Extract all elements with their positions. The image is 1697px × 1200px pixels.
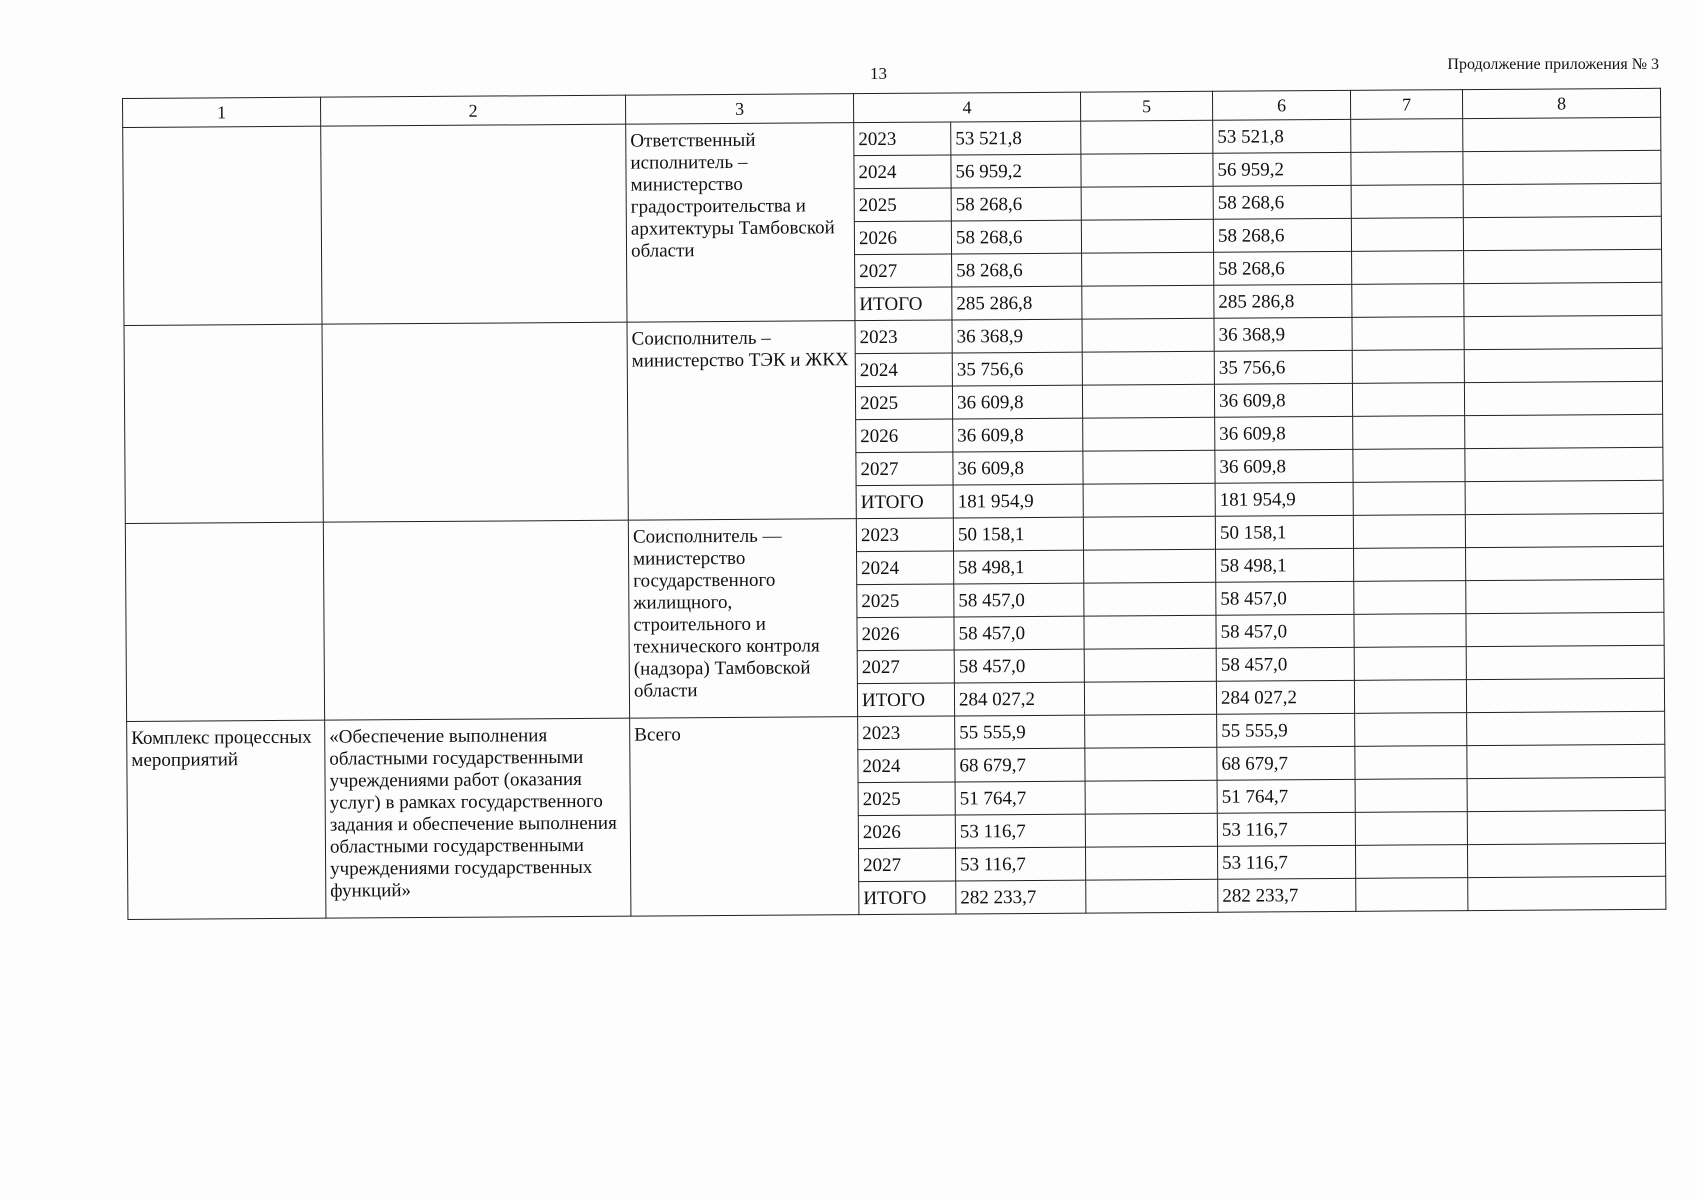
total-amount-cell: 36 609,8 <box>952 385 1082 419</box>
program-type-cell <box>123 126 322 325</box>
extrabudgetary-cell <box>1466 678 1664 712</box>
federal-budget-cell <box>1081 186 1213 220</box>
local-budget-cell <box>1352 284 1464 318</box>
local-budget-cell <box>1353 482 1465 516</box>
extrabudgetary-cell <box>1466 579 1664 613</box>
local-budget-cell <box>1355 812 1467 846</box>
year-cell: 2027 <box>856 452 953 486</box>
regional-budget-cell: 181 954,9 <box>1215 482 1353 516</box>
total-amount-cell: 53 116,7 <box>955 814 1085 848</box>
column-header-1: 1 <box>123 97 321 127</box>
total-amount-cell: 50 158,1 <box>953 517 1083 551</box>
year-cell: ИТОГО <box>856 485 953 519</box>
year-cell: 2023 <box>858 716 955 750</box>
extrabudgetary-cell <box>1463 183 1661 217</box>
total-amount-cell: 58 457,0 <box>954 616 1084 650</box>
local-budget-cell <box>1351 218 1463 252</box>
extrabudgetary-cell <box>1466 645 1664 679</box>
federal-budget-cell <box>1083 516 1215 550</box>
extrabudgetary-cell <box>1463 117 1661 151</box>
extrabudgetary-cell <box>1467 810 1665 844</box>
regional-budget-cell: 284 027,2 <box>1216 680 1354 714</box>
total-amount-cell: 51 764,7 <box>955 781 1085 815</box>
executor-cell: Соисполнитель – министерство ТЭК и ЖКХ <box>627 321 856 521</box>
local-budget-cell <box>1352 383 1464 417</box>
federal-budget-cell <box>1084 681 1216 715</box>
federal-budget-cell <box>1085 714 1217 748</box>
year-cell: 2026 <box>854 221 951 255</box>
local-budget-cell <box>1353 449 1465 483</box>
extrabudgetary-cell <box>1464 315 1662 349</box>
total-amount-cell: 56 959,2 <box>951 154 1081 188</box>
regional-budget-cell: 50 158,1 <box>1215 515 1353 549</box>
regional-budget-cell: 285 286,8 <box>1214 284 1352 318</box>
column-header-7: 7 <box>1350 90 1462 120</box>
regional-budget-cell: 53 521,8 <box>1213 119 1351 153</box>
federal-budget-cell <box>1084 615 1216 649</box>
local-budget-cell <box>1355 845 1467 879</box>
year-cell: 2024 <box>855 353 952 387</box>
extrabudgetary-cell <box>1465 513 1663 547</box>
regional-budget-cell: 58 457,0 <box>1216 581 1354 615</box>
regional-budget-cell: 58 268,6 <box>1213 185 1351 219</box>
year-cell: 2027 <box>857 650 954 684</box>
year-cell: 2025 <box>857 584 954 618</box>
regional-budget-cell: 68 679,7 <box>1217 746 1355 780</box>
year-cell: 2026 <box>857 617 954 651</box>
program-type-cell <box>125 522 324 721</box>
regional-budget-cell: 53 116,7 <box>1217 812 1355 846</box>
column-header-8: 8 <box>1462 88 1660 118</box>
total-amount-cell: 36 609,8 <box>953 418 1083 452</box>
regional-budget-cell: 35 756,6 <box>1214 350 1352 384</box>
year-cell: 2024 <box>857 551 954 585</box>
extrabudgetary-cell <box>1467 744 1665 778</box>
local-budget-cell <box>1351 119 1463 153</box>
column-header-6: 6 <box>1212 90 1350 120</box>
year-cell: 2027 <box>858 848 955 882</box>
local-budget-cell <box>1352 317 1464 351</box>
year-cell: ИТОГО <box>859 881 956 915</box>
program-name-cell <box>323 520 629 720</box>
total-amount-cell: 58 268,6 <box>952 253 1082 287</box>
extrabudgetary-cell <box>1465 447 1663 481</box>
regional-budget-cell: 55 555,9 <box>1217 713 1355 747</box>
year-cell: 2023 <box>854 122 951 156</box>
federal-budget-cell <box>1084 648 1216 682</box>
federal-budget-cell <box>1083 417 1215 451</box>
extrabudgetary-cell <box>1467 777 1665 811</box>
regional-budget-cell: 58 268,6 <box>1214 251 1352 285</box>
extrabudgetary-cell <box>1464 282 1662 316</box>
federal-budget-cell <box>1082 285 1214 319</box>
federal-budget-cell <box>1085 813 1217 847</box>
extrabudgetary-cell <box>1463 216 1661 250</box>
local-budget-cell <box>1353 515 1465 549</box>
regional-budget-cell: 53 116,7 <box>1217 845 1355 879</box>
year-cell: 2026 <box>858 815 955 849</box>
year-cell: 2024 <box>854 155 951 189</box>
local-budget-cell <box>1351 185 1463 219</box>
extrabudgetary-cell <box>1465 414 1663 448</box>
extrabudgetary-cell <box>1464 381 1662 415</box>
column-header-4: 4 <box>853 92 1080 123</box>
total-amount-cell: 58 268,6 <box>951 187 1081 221</box>
federal-budget-cell <box>1086 879 1218 913</box>
executor-cell: Всего <box>630 717 859 917</box>
executor-cell: Ответственный исполнитель – министерство градостроительства и архитектуры Тамбовской области <box>626 123 855 323</box>
regional-budget-cell: 58 457,0 <box>1216 647 1354 681</box>
local-budget-cell <box>1352 350 1464 384</box>
table-body <box>123 117 1666 919</box>
total-amount-cell: 53 116,7 <box>955 847 1085 881</box>
regional-budget-cell: 36 609,8 <box>1215 449 1353 483</box>
total-amount-cell: 35 756,6 <box>952 352 1082 386</box>
year-cell: 2026 <box>856 419 953 453</box>
column-header-5: 5 <box>1080 91 1212 121</box>
total-amount-cell: 53 521,8 <box>951 121 1081 155</box>
local-budget-cell <box>1354 548 1466 582</box>
regional-budget-cell: 58 268,6 <box>1213 218 1351 252</box>
total-amount-cell: 282 233,7 <box>956 880 1086 914</box>
federal-budget-cell <box>1084 549 1216 583</box>
total-amount-cell: 55 555,9 <box>955 715 1085 749</box>
column-header-2: 2 <box>320 95 625 126</box>
extrabudgetary-cell <box>1466 612 1664 646</box>
regional-budget-cell: 36 609,8 <box>1214 383 1352 417</box>
total-amount-cell: 58 268,6 <box>951 220 1081 254</box>
federal-budget-cell <box>1082 351 1214 385</box>
year-cell: 2025 <box>855 386 952 420</box>
local-budget-cell <box>1354 581 1466 615</box>
program-type-cell <box>124 324 323 523</box>
year-cell: 2027 <box>855 254 952 288</box>
local-budget-cell <box>1354 647 1466 681</box>
program-name-cell: «Обеспечение выполнения областными государственными учреждениями работ (оказания услуг) в рамках государственного задания и обеспечение выполнения областными государственными учреждениями государственных функций» <box>325 718 631 918</box>
local-budget-cell <box>1354 614 1466 648</box>
extrabudgetary-cell <box>1466 546 1664 580</box>
extrabudgetary-cell <box>1464 249 1662 283</box>
local-budget-cell <box>1353 416 1465 450</box>
local-budget-cell <box>1355 713 1467 747</box>
regional-budget-cell: 58 457,0 <box>1216 614 1354 648</box>
year-cell: 2023 <box>856 518 953 552</box>
regional-budget-cell: 56 959,2 <box>1213 152 1351 186</box>
extrabudgetary-cell <box>1467 843 1665 877</box>
total-amount-cell: 58 457,0 <box>954 649 1084 683</box>
federal-budget-cell <box>1082 384 1214 418</box>
federal-budget-cell <box>1082 252 1214 286</box>
total-amount-cell: 58 457,0 <box>954 583 1084 617</box>
total-amount-cell: 68 679,7 <box>955 748 1085 782</box>
local-budget-cell <box>1355 746 1467 780</box>
regional-budget-cell: 51 764,7 <box>1217 779 1355 813</box>
program-name-cell <box>322 322 628 522</box>
extrabudgetary-cell <box>1464 348 1662 382</box>
total-amount-cell: 36 368,9 <box>952 319 1082 353</box>
local-budget-cell <box>1351 152 1463 186</box>
federal-budget-cell <box>1085 747 1217 781</box>
total-amount-cell: 284 027,2 <box>954 682 1084 716</box>
extrabudgetary-cell <box>1467 711 1665 745</box>
year-cell: 2023 <box>855 320 952 354</box>
continuation-note: Продолжение приложения № 3 <box>1447 56 1659 73</box>
federal-budget-cell <box>1081 120 1213 154</box>
federal-budget-cell <box>1082 318 1214 352</box>
federal-budget-cell <box>1083 483 1215 517</box>
column-header-3: 3 <box>625 94 853 125</box>
total-amount-cell: 36 609,8 <box>953 451 1083 485</box>
year-cell: ИТОГО <box>857 683 954 717</box>
executor-cell: Соисполнитель — министерство государственного жилищного, строительного и технического контроля (надзора) Тамбовской области <box>628 519 857 719</box>
year-cell: 2025 <box>854 188 951 222</box>
local-budget-cell <box>1356 878 1468 912</box>
federal-budget-cell <box>1084 582 1216 616</box>
total-amount-cell: 58 498,1 <box>954 550 1084 584</box>
regional-budget-cell: 58 498,1 <box>1216 548 1354 582</box>
federal-budget-cell <box>1085 780 1217 814</box>
local-budget-cell <box>1354 680 1466 714</box>
year-cell: ИТОГО <box>855 287 952 321</box>
budget-table <box>122 88 1666 920</box>
extrabudgetary-cell <box>1463 150 1661 184</box>
year-cell: 2024 <box>858 749 955 783</box>
regional-budget-cell: 36 609,8 <box>1215 416 1353 450</box>
local-budget-cell <box>1355 779 1467 813</box>
year-cell: 2025 <box>858 782 955 816</box>
program-type-cell: Комплекс процессных мероприятий <box>127 720 326 919</box>
federal-budget-cell <box>1081 153 1213 187</box>
federal-budget-cell <box>1081 219 1213 253</box>
extrabudgetary-cell <box>1465 480 1663 514</box>
page-number: 13 <box>870 64 887 83</box>
total-amount-cell: 181 954,9 <box>953 484 1083 518</box>
regional-budget-cell: 36 368,9 <box>1214 317 1352 351</box>
program-name-cell <box>321 124 627 324</box>
federal-budget-cell <box>1085 846 1217 880</box>
extrabudgetary-cell <box>1468 876 1666 910</box>
total-amount-cell: 285 286,8 <box>952 286 1082 320</box>
regional-budget-cell: 282 233,7 <box>1218 878 1356 912</box>
federal-budget-cell <box>1083 450 1215 484</box>
local-budget-cell <box>1352 251 1464 285</box>
